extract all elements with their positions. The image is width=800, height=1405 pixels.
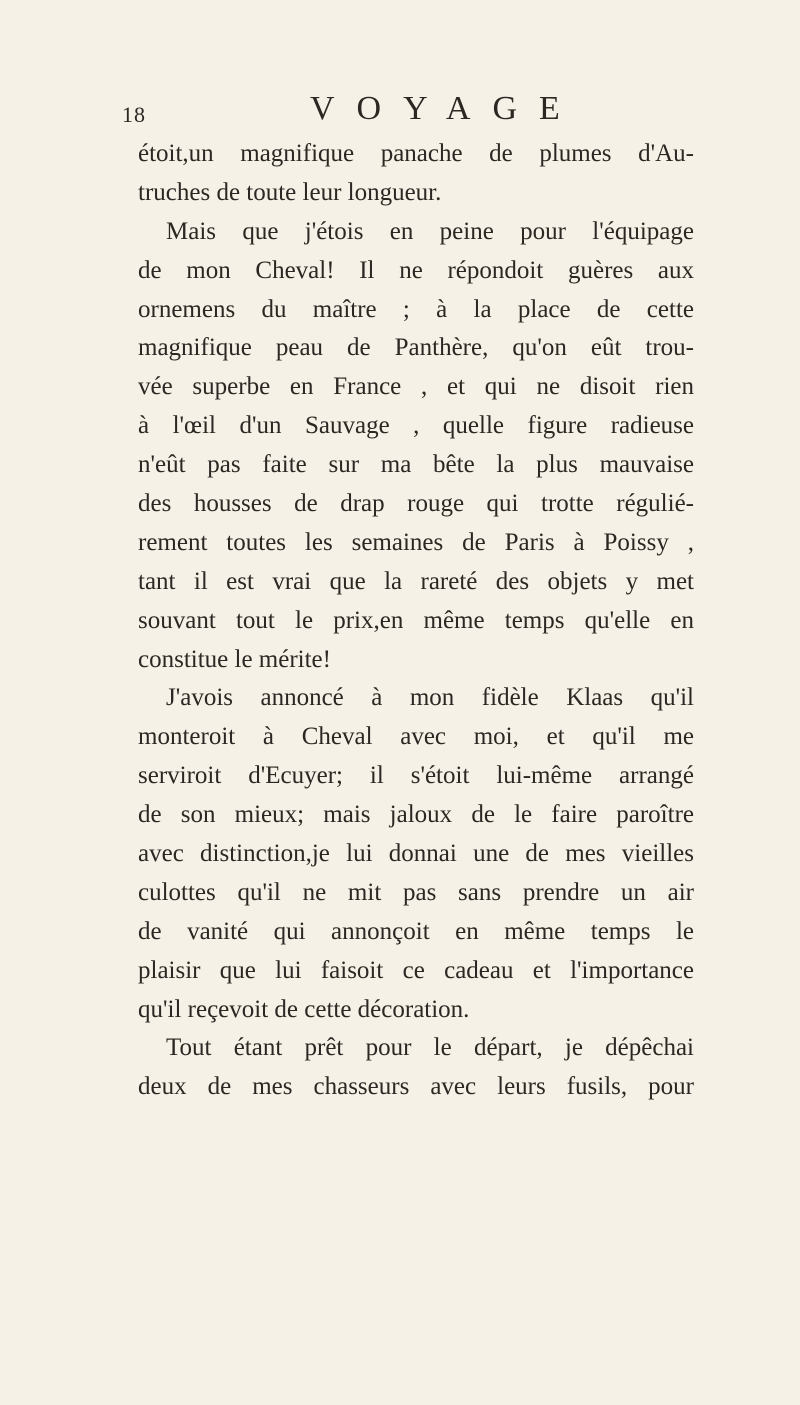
text-line: J'avois annoncé à mon fidèle Klaas qu'il xyxy=(166,684,694,712)
text-line: n'eût pas faite sur ma bête la plus mauvaise xyxy=(138,451,694,479)
text-line: serviroit d'Ecuyer; il s'étoit lui-même arrangé xyxy=(138,762,694,790)
text-line: Mais que j'étois en peine pour l'équipage xyxy=(166,217,694,245)
running-head xyxy=(120,90,700,130)
text-line: plaisir que lui faisoit ce cadeau et l'importance xyxy=(138,956,694,984)
text-line: souvant tout le prix,en même temps qu'elle en xyxy=(138,606,694,634)
text-line: magnifique peau de Panthère, qu'on eût trou- xyxy=(138,334,694,362)
text-line: constitue le mérite! xyxy=(138,645,331,673)
body-text xyxy=(138,135,694,1107)
running-title: VOYAGE xyxy=(310,90,582,127)
text-line: deux de mes chasseurs avec leurs fusils, pour xyxy=(138,1073,694,1101)
text-line: de vanité qui annonçoit en même temps le xyxy=(138,917,694,945)
text-line: des housses de drap rouge qui trotte régulié- xyxy=(138,490,694,518)
text-line: avec distinction,je lui donnai une de mes vieilles xyxy=(138,840,694,868)
text-line: monteroit à Cheval avec moi, et qu'il me xyxy=(138,723,694,751)
page-number: 18 xyxy=(122,102,146,127)
text-line: à l'œil d'un Sauvage , quelle figure radieuse xyxy=(138,412,694,440)
text-line: de son mieux; mais jaloux de le faire paroître xyxy=(138,801,694,829)
text-line: qu'il reçevoit de cette décoration. xyxy=(138,995,470,1023)
text-line: Tout étant prêt pour le départ, je dépêchai xyxy=(166,1034,694,1062)
text-line: rement toutes les semaines de Paris à Poissy , xyxy=(138,528,694,556)
text-line: étoit,un magnifique panache de plumes d'Au- xyxy=(138,140,694,167)
text-line: ornemens du maître ; à la place de cette xyxy=(138,295,694,323)
text-line: truches de toute leur longueur. xyxy=(138,178,442,206)
text-line: de mon Cheval! Il ne répondoit guères aux xyxy=(138,256,694,284)
text-line: vée superbe en France , et qui ne disoit rien xyxy=(138,373,694,401)
text-line: culottes qu'il ne mit pas sans prendre un air xyxy=(138,878,694,906)
text-line: tant il est vrai que la rareté des objets y met xyxy=(138,567,694,595)
